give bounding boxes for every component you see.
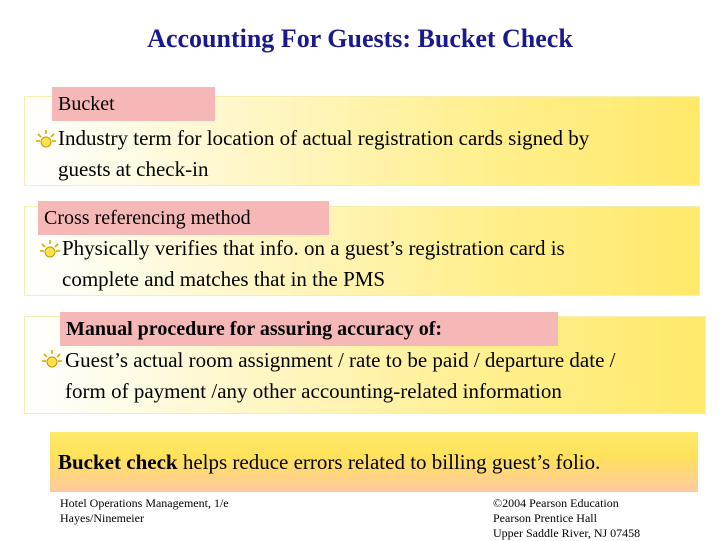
section-bucket-line2: guests at check-in [58,157,209,181]
footer-publisher: Pearson Prentice Hall [493,511,597,525]
bullet-sun-icon [34,128,58,152]
section-bucket-text [58,123,698,185]
slide-title: Accounting For Guests: Bucket Check [147,24,573,53]
footer-copyright: ©2004 Pearson Education [493,496,619,510]
summary-rest: helps reduce errors related to billing guest’s folio. [177,450,601,474]
bullet-sun-icon [40,348,64,372]
footer-right [493,496,640,541]
section-bucket-line1: Industry term for location of actual registration cards signed by [58,126,590,150]
footer-authors: Hayes/Ninemeier [60,511,144,525]
bullet-sun-icon [38,238,62,262]
summary-bold: Bucket check [58,450,178,474]
section-manual-procedure-line2: form of payment /any other accounting-related information [65,379,562,403]
section-manual-procedure-line1: Guest’s actual room assignment / rate to be paid / departure date / [65,348,616,372]
footer-book-title: Hotel Operations Management, 1/e [60,496,229,510]
section-manual-procedure-text [65,345,703,407]
summary-banner [50,432,698,492]
section-cross-referencing-line2: complete and matches that in the PMS [62,267,386,291]
section-heading-bucket: Bucket [52,87,215,121]
section-cross-referencing-line1: Physically verifies that info. on a guest’s registration card is [62,236,565,260]
section-cross-referencing-text [62,233,698,295]
footer-left [60,496,229,526]
section-heading-manual-procedure: Manual procedure for assuring accuracy of: [60,312,558,346]
footer-address: Upper Saddle River, NJ 07458 [493,526,641,540]
section-heading-cross-referencing: Cross referencing method [38,201,329,235]
